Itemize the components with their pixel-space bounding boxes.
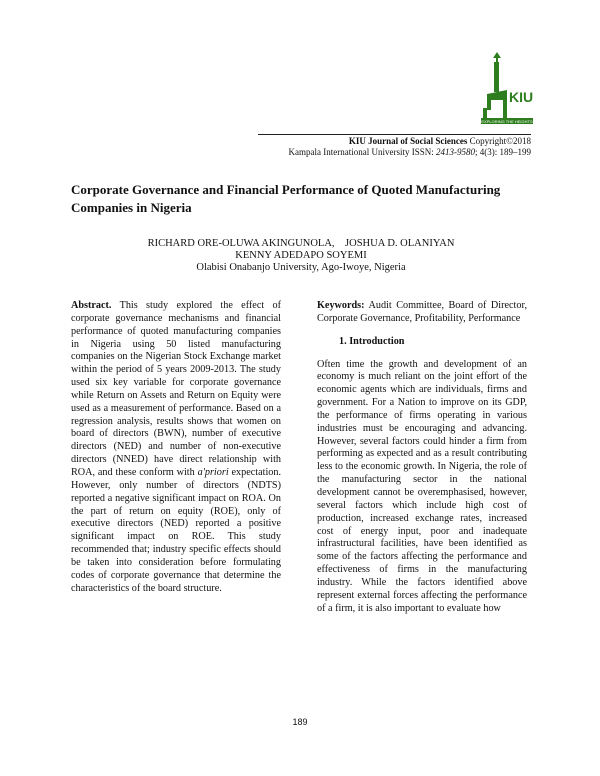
journal-name: KIU Journal of Social Sciences	[348, 136, 468, 146]
journal-logo	[479, 50, 535, 132]
abstract-italic: a'priori	[197, 466, 229, 478]
copyright: Copyright©2018	[469, 136, 531, 146]
abstract-text-2: expectation. However, only number of directors (NDTS) reported a negative significant impact on ROA. On the part of return on equity (ROE), only of executive directors (NED) reported a positive significant impact on ROE. This study recommended that; industry specific effects should be taken into consideration before formulating codes of corporate governance that determine the characteristics of the board structure.	[71, 466, 282, 594]
keywords-text: Audit Committee, Board of Director, Corporate Governance, Profitability, Performance	[317, 300, 527, 324]
journal-citation-line-1	[349, 136, 531, 147]
publisher: Kampala International University ISSN:	[288, 147, 434, 157]
right-column	[317, 300, 527, 615]
page-number: 189	[292, 717, 308, 727]
introduction-text: Often time the growth and development of an economy is much reliant on the joint effort of the economic agents which are individuals, firms and government. For a Nation to improve on its GDP, the performance of firms operating in various industries must be encouraging and advancing. However, several factors could hinder a firm from performing as expected and as a result contributing less to the economic growth. In Nigeria, the role of the manufacturing sector in the national development cannot be overemphasised, however, several factors which include high cost of production, increased exchange rates, increased cost of energy input, poor and inadequate infrastructural facilities, have been identified as some of the factors affecting the performance and effectiveness of firms in the manufacturing industry. While the factors identified above represent external forces affecting the performance of a firm, it is also important to evaluate how	[317, 358, 527, 614]
logo-text: KIU	[509, 89, 534, 105]
logo-tagline: EXPLORING THE HEIGHTS	[481, 119, 533, 124]
section-heading-introduction: 1. Introduction	[339, 335, 405, 347]
abstract-label: Abstract.	[71, 300, 112, 311]
header-rule	[258, 134, 531, 135]
author-3: KENNY ADEDAPO SOYEMI	[235, 250, 367, 261]
keywords-label: Keywords:	[317, 300, 365, 311]
left-column	[71, 300, 281, 595]
author-2: JOSHUA D. OLANIYAN	[345, 238, 455, 249]
abstract	[71, 300, 281, 595]
issn: 2413-9580	[436, 147, 475, 157]
keywords	[317, 300, 527, 326]
author-1: RICHARD ORE-OLUWA AKINGUNOLA,	[147, 238, 335, 249]
paper-title: Corporate Governance and Financial Performance of Quoted Manufacturing Companies in Nigeria	[71, 182, 501, 215]
abstract-text-1: This study explored the effect of corporate governance mechanisms and financial performance of quoted manufacturing companies in Nigeria using 50 listed manufacturing companies on the Nigerian Stock Exchange market within the period of 5 years 2009-2013. The study used six key variable for corporate governance while Return on Assets and Return on Equity were used as a measurement of performance. Based on a regression analysis, results shows that women on board of directors (BWN), number of executive directors (NED) and number of non-executive directors (NNED) have direct relationship with ROA, and these conform with	[71, 300, 281, 478]
volume-pages: ; 4(3): 189–199	[475, 147, 531, 157]
affiliation: Olabisi Onabanjo University, Ago-Iwoye, Nigeria	[196, 262, 406, 273]
journal-citation-line-2	[289, 147, 531, 158]
